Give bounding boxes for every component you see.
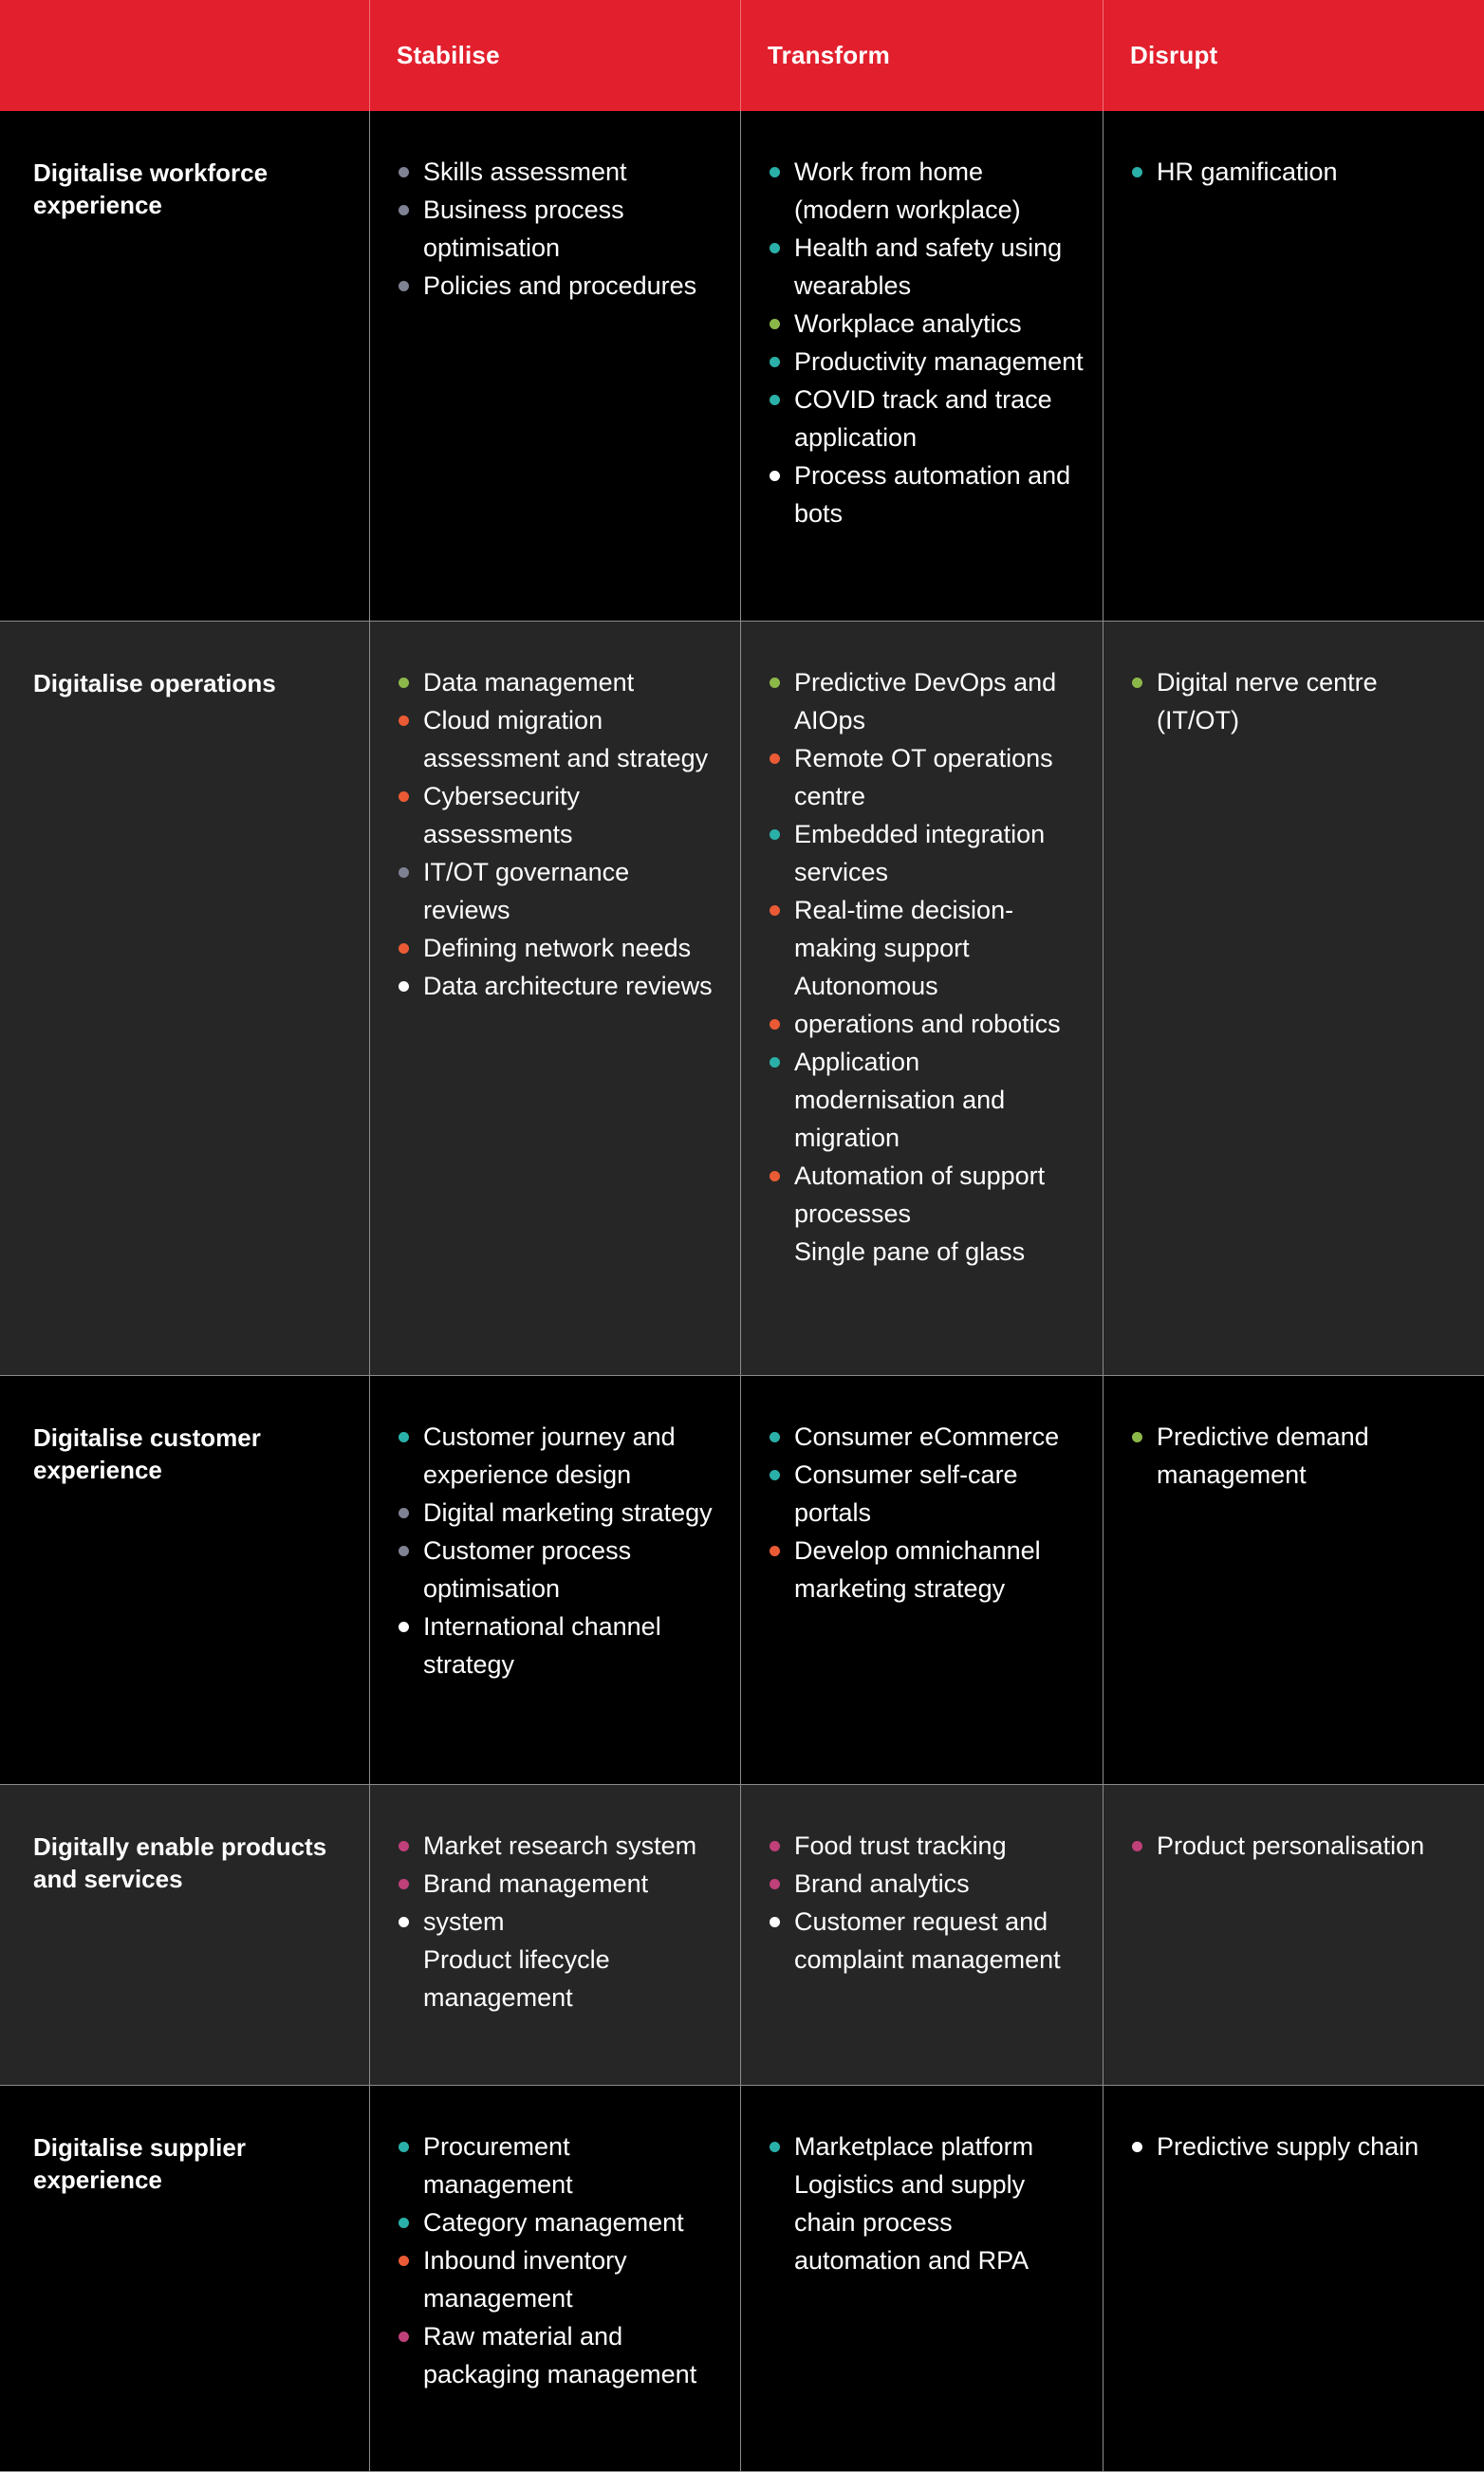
list-item xyxy=(1130,1418,1465,1494)
transform-list xyxy=(741,153,1103,532)
list-item-text: Consumer self-care portals xyxy=(794,1460,1018,1527)
list-item xyxy=(768,2165,1084,2279)
header-disrupt-label: Disrupt xyxy=(1130,41,1218,69)
list-item-text: Work from home (modern workplace) xyxy=(794,158,1021,224)
list-item xyxy=(768,343,1084,381)
list-item xyxy=(397,929,721,967)
list-item xyxy=(397,1827,721,1865)
list-item-text: International channel strategy xyxy=(423,1612,661,1679)
list-item xyxy=(768,381,1084,456)
bullet-dot-icon xyxy=(399,2332,409,2342)
list-item xyxy=(768,1043,1084,1157)
stabilise-cell xyxy=(370,2086,741,2472)
list-item xyxy=(397,967,721,1005)
list-item xyxy=(397,1865,721,1903)
bullet-dot-icon xyxy=(1132,678,1142,688)
bullet-dot-icon xyxy=(399,2142,409,2152)
bullet-dot-icon xyxy=(770,357,780,367)
list-item-text: Raw material and packaging management xyxy=(423,2322,697,2388)
bullet-dot-icon xyxy=(399,1432,409,1442)
list-item-text: Food trust tracking xyxy=(794,1831,1007,1860)
list-item-text: Consumer eCommerce xyxy=(794,1422,1060,1451)
stabilise-cell xyxy=(370,1376,741,1785)
disrupt-list xyxy=(1104,2128,1484,2165)
list-item-text: Real-time decision-making support xyxy=(794,896,1014,962)
list-item-text: Autonomous xyxy=(794,972,938,1000)
bullet-dot-icon xyxy=(399,716,409,726)
disrupt-cell xyxy=(1104,1376,1484,1785)
list-item xyxy=(768,153,1084,229)
bullet-dot-icon xyxy=(770,1546,780,1556)
disrupt-list xyxy=(1104,1827,1484,1865)
list-item xyxy=(768,1903,1084,1979)
transform-cell xyxy=(741,2086,1104,2472)
bullet-dot-icon xyxy=(770,1057,780,1068)
bullet-dot-icon xyxy=(399,167,409,177)
list-item-text: Policies and procedures xyxy=(423,271,697,300)
list-item xyxy=(768,1157,1084,1233)
header-transform-label: Transform xyxy=(768,41,890,69)
transform-cell xyxy=(741,111,1104,622)
list-item-text: Predictive demand management xyxy=(1157,1422,1369,1489)
list-item xyxy=(1130,2128,1465,2165)
bullet-dot-icon xyxy=(770,1470,780,1480)
list-item xyxy=(768,1456,1084,1532)
stabilise-list xyxy=(370,1827,740,2017)
list-item xyxy=(397,777,721,853)
list-item xyxy=(397,2241,721,2317)
list-item-text: operations and robotics xyxy=(794,1010,1061,1038)
list-item-text: Logistics and supply chain process automation and RPA xyxy=(794,2170,1030,2275)
stabilise-cell xyxy=(370,622,741,1376)
disrupt-list xyxy=(1104,153,1484,191)
bullet-dot-icon xyxy=(1132,1432,1142,1442)
transform-list xyxy=(741,1827,1103,1979)
list-item-text: Health and safety using wearables xyxy=(794,233,1063,300)
list-item-text: Customer process optimisation xyxy=(423,1536,632,1603)
list-item-text: Data management xyxy=(423,668,635,697)
transform-list xyxy=(741,1418,1103,1608)
row-title: Digitalise operations xyxy=(33,669,276,697)
list-item xyxy=(397,2128,721,2203)
stabilise-list xyxy=(370,153,740,305)
bullet-dot-icon xyxy=(770,167,780,177)
list-item-text: Brand analytics xyxy=(794,1869,970,1898)
list-item xyxy=(397,1941,721,2017)
bullet-dot-icon xyxy=(770,471,780,481)
list-item xyxy=(397,2317,721,2393)
bullet-dot-icon xyxy=(770,829,780,840)
list-item-text: IT/OT governance reviews xyxy=(423,858,630,924)
list-item xyxy=(397,853,721,929)
header-transform xyxy=(741,0,1104,111)
disrupt-cell xyxy=(1104,111,1484,622)
list-item-text: Workplace analytics xyxy=(794,309,1022,338)
bullet-dot-icon xyxy=(399,1622,409,1632)
list-item-text: Procurement management xyxy=(423,2132,573,2199)
list-item-text: Digital nerve centre (IT/OT) xyxy=(1157,668,1378,734)
bullet-dot-icon xyxy=(399,281,409,291)
row-title: Digitalise supplier experience xyxy=(33,2133,246,2194)
list-item xyxy=(768,663,1084,739)
transform-cell xyxy=(741,622,1104,1376)
header-corner xyxy=(0,0,370,111)
list-item-text: HR gamification xyxy=(1157,158,1338,186)
bullet-dot-icon xyxy=(770,1879,780,1889)
list-item-text: Customer request and complaint management xyxy=(794,1907,1061,1974)
row-title-cell xyxy=(0,1785,370,2086)
bullet-dot-icon xyxy=(399,2218,409,2228)
bullet-dot-icon xyxy=(770,1171,780,1181)
list-item-text: Customer journey and experience design xyxy=(423,1422,676,1489)
disrupt-cell xyxy=(1104,2086,1484,2472)
list-item xyxy=(768,229,1084,305)
bullet-dot-icon xyxy=(399,1879,409,1889)
list-item-text: Business process optimisation xyxy=(423,195,624,262)
list-item xyxy=(397,1532,721,1608)
list-item-text: Single pane of glass xyxy=(794,1237,1026,1266)
list-item-text: Remote OT operations centre xyxy=(794,744,1053,810)
stabilise-list xyxy=(370,663,740,1005)
list-item-text: system xyxy=(423,1907,505,1936)
list-item-text: Process automation and bots xyxy=(794,461,1071,528)
row-title: Digitalise workforce experience xyxy=(33,158,269,219)
stabilise-list xyxy=(370,1418,740,1683)
list-item-text: Cloud migration assessment and strategy xyxy=(423,706,709,772)
list-item xyxy=(397,191,721,267)
bullet-dot-icon xyxy=(770,1432,780,1442)
bullet-dot-icon xyxy=(399,867,409,878)
list-item xyxy=(397,153,721,191)
list-item xyxy=(1130,663,1465,739)
bullet-dot-icon xyxy=(399,791,409,802)
list-item xyxy=(768,1418,1084,1456)
stabilise-cell xyxy=(370,111,741,622)
bullet-dot-icon xyxy=(399,2256,409,2266)
list-item-text: COVID track and trace application xyxy=(794,385,1052,452)
bullet-dot-icon xyxy=(399,981,409,992)
disrupt-cell xyxy=(1104,1785,1484,2086)
row-title-cell xyxy=(0,111,370,622)
list-item xyxy=(768,967,1084,1005)
header-stabilise xyxy=(370,0,741,111)
bullet-dot-icon xyxy=(1132,2142,1142,2152)
disrupt-list xyxy=(1104,663,1484,739)
list-item-text: Predictive DevOps and AIOps xyxy=(794,668,1057,734)
bullet-dot-icon xyxy=(770,243,780,253)
list-item xyxy=(397,1494,721,1532)
row-title: Digitally enable products and services xyxy=(33,1832,327,1893)
list-item-text: Category management xyxy=(423,2208,684,2237)
list-item xyxy=(768,1532,1084,1608)
transform-list xyxy=(741,663,1103,1271)
list-item-text: Embedded integration services xyxy=(794,820,1046,886)
list-item xyxy=(397,701,721,777)
row-title-cell xyxy=(0,622,370,1376)
bullet-dot-icon xyxy=(770,395,780,405)
list-item-text: Skills assessment xyxy=(423,158,627,186)
list-item xyxy=(397,1903,721,1941)
list-item-text: Data architecture reviews xyxy=(423,972,713,1000)
list-item-text: Product lifecycle management xyxy=(423,1945,610,2012)
list-item-text: Productivity management xyxy=(794,347,1084,376)
bullet-dot-icon xyxy=(770,678,780,688)
list-item xyxy=(768,305,1084,343)
row-title: Digitalise customer experience xyxy=(33,1423,261,1484)
bullet-dot-icon xyxy=(399,678,409,688)
bullet-dot-icon xyxy=(770,1841,780,1851)
list-item-text: Application modernisation and migration xyxy=(794,1048,1006,1152)
list-item-text: Inbound inventory management xyxy=(423,2246,627,2313)
bullet-dot-icon xyxy=(770,753,780,764)
list-item-text: Defining network needs xyxy=(423,934,692,962)
bullet-dot-icon xyxy=(399,1546,409,1556)
list-item xyxy=(768,2128,1084,2165)
bullet-dot-icon xyxy=(770,1019,780,1030)
list-item-text: Automation of support processes xyxy=(794,1162,1046,1228)
list-item xyxy=(1130,153,1465,191)
row-title-cell xyxy=(0,2086,370,2472)
list-item xyxy=(397,2203,721,2241)
row-title-cell xyxy=(0,1376,370,1785)
bullet-dot-icon xyxy=(770,905,780,916)
bullet-dot-icon xyxy=(770,1917,780,1927)
transform-list xyxy=(741,2128,1103,2279)
bullet-dot-icon xyxy=(399,205,409,215)
list-item-text: Cybersecurity assessments xyxy=(423,782,581,848)
disrupt-cell xyxy=(1104,622,1484,1376)
bullet-dot-icon xyxy=(770,319,780,329)
list-item xyxy=(768,456,1084,532)
bullet-dot-icon xyxy=(770,2142,780,2152)
list-item xyxy=(768,1827,1084,1865)
bullet-dot-icon xyxy=(399,1508,409,1518)
list-item xyxy=(1130,1827,1465,1865)
list-item-text: Brand management xyxy=(423,1869,649,1898)
bullet-dot-icon xyxy=(1132,1841,1142,1851)
list-item-text: Digital marketing strategy xyxy=(423,1498,713,1527)
list-item xyxy=(768,815,1084,891)
header-stabilise-label: Stabilise xyxy=(397,41,500,69)
transform-cell xyxy=(741,1785,1104,2086)
list-item xyxy=(768,739,1084,815)
list-item xyxy=(397,1418,721,1494)
list-item-text: Product personalisation xyxy=(1157,1831,1425,1860)
bullet-dot-icon xyxy=(1132,167,1142,177)
list-item xyxy=(397,1608,721,1683)
stabilise-cell xyxy=(370,1785,741,2086)
bullet-dot-icon xyxy=(399,1841,409,1851)
header-disrupt xyxy=(1104,0,1484,111)
list-item-text: Market research system xyxy=(423,1831,697,1860)
list-item xyxy=(397,267,721,305)
stabilise-list xyxy=(370,2128,740,2393)
list-item-text: Predictive supply chain xyxy=(1157,2132,1419,2161)
disrupt-list xyxy=(1104,1418,1484,1494)
list-item xyxy=(768,1865,1084,1903)
list-item-text: Develop omnichannel marketing strategy xyxy=(794,1536,1041,1603)
list-item-text: Marketplace platform xyxy=(794,2132,1034,2161)
transform-cell xyxy=(741,1376,1104,1785)
bullet-dot-icon xyxy=(399,943,409,954)
list-item xyxy=(768,1233,1084,1271)
list-item xyxy=(768,891,1084,967)
bullet-dot-icon xyxy=(399,1917,409,1927)
list-item xyxy=(397,663,721,701)
list-item xyxy=(768,1005,1084,1043)
